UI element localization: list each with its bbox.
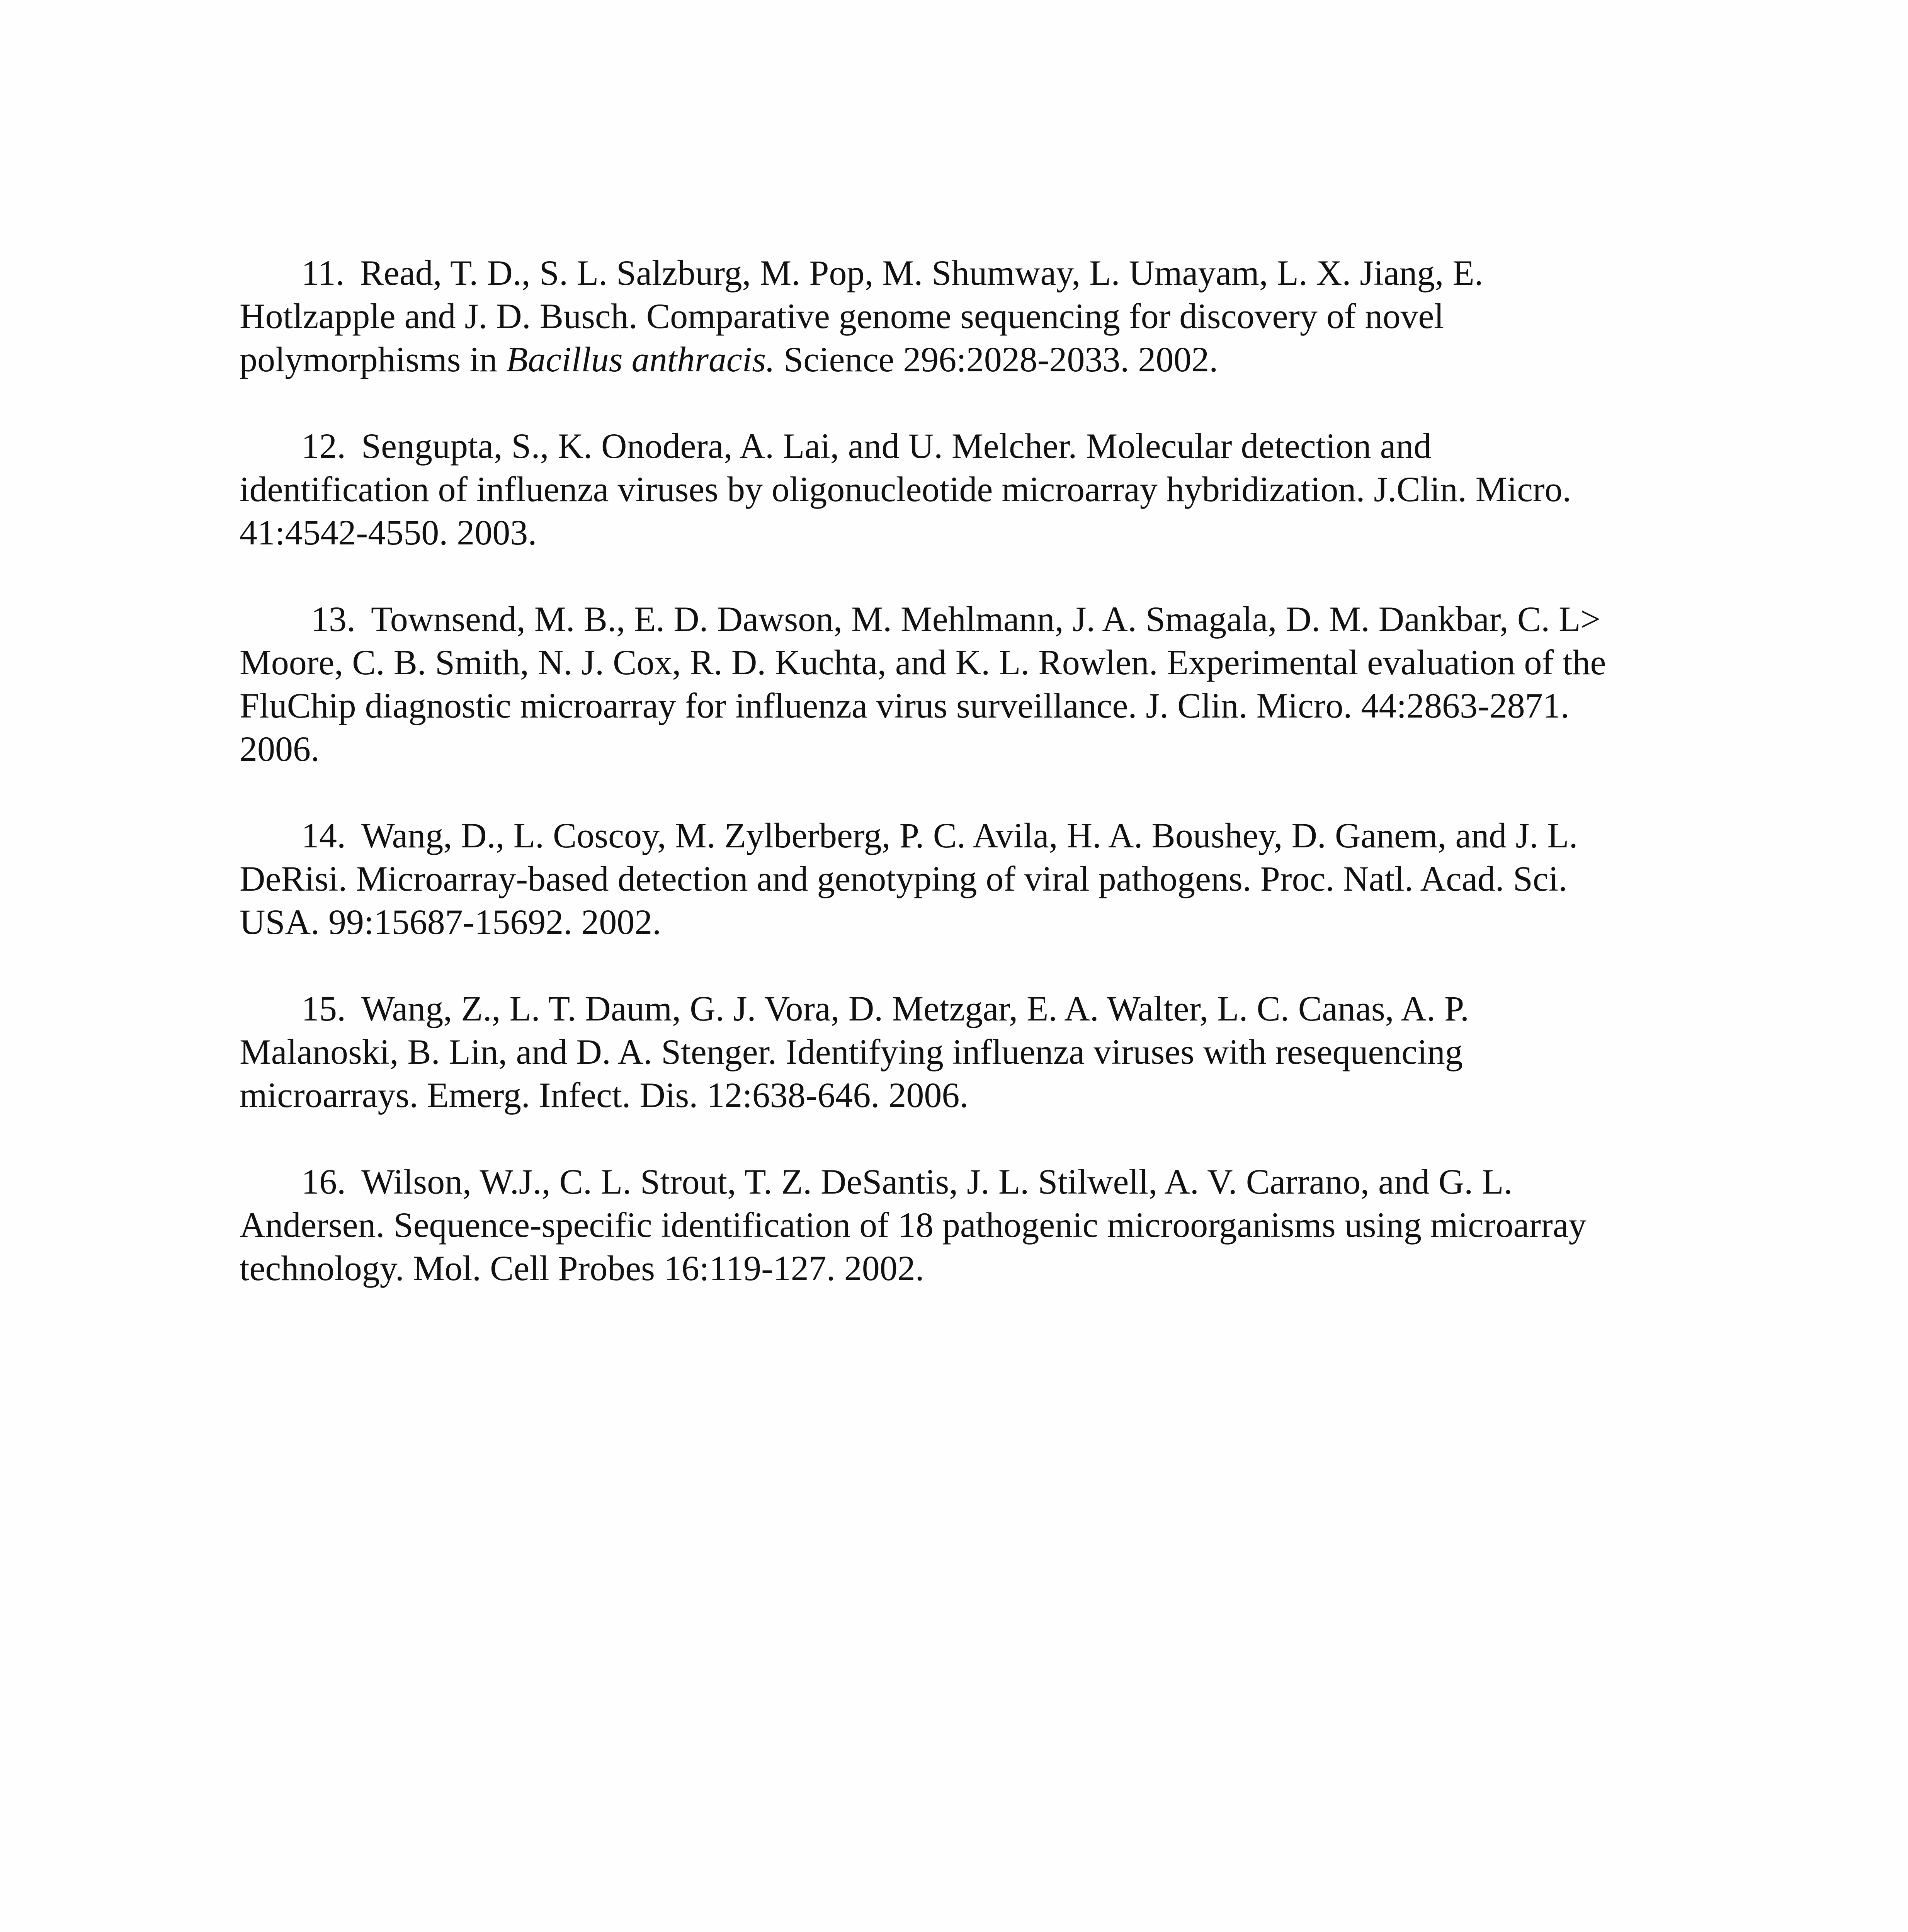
reference-line: 41:4542-4550. 2003. xyxy=(240,513,537,552)
reference-number: 14. xyxy=(301,816,346,855)
reference-line: Malanoski, B. Lin, and D. A. Stenger. Identifying influenza viruses with resequencing xyxy=(240,1032,1463,1071)
reference-list xyxy=(240,251,1685,1333)
reference-line xyxy=(240,338,1685,381)
reference-line: microarrays. Emerg. Infect. Dis. 12:638-646. 2006. xyxy=(240,1075,969,1115)
reference-text: Wang, D., L. Coscoy, M. Zylberberg, P. C. Avila, H. A. Boushey, D. Ganem, and J. L. xyxy=(361,816,1578,855)
reference-line xyxy=(240,814,1685,857)
reference-text: Townsend, M. B., E. D. Dawson, M. Mehlmann, J. A. Smagala, D. M. Dankbar, C. L> xyxy=(371,599,1601,639)
reference-line xyxy=(240,424,1685,468)
reference-number: 11. xyxy=(301,253,345,293)
reference-text: polymorphisms in xyxy=(240,340,507,379)
reference-text: Wilson, W.J., C. L. Strout, T. Z. DeSantis, J. L. Stilwell, A. V. Carrano, and G. L. xyxy=(361,1162,1513,1201)
reference-line: 2006. xyxy=(240,729,320,769)
reference-line: Moore, C. B. Smith, N. J. Cox, R. D. Kuchta, and K. L. Rowlen. Experimental evaluation of the xyxy=(240,643,1606,682)
reference-15 xyxy=(240,987,1685,1117)
reference-text: Wang, Z., L. T. Daum, G. J. Vora, D. Metzgar, E. A. Walter, L. C. Canas, A. P. xyxy=(361,989,1469,1028)
reference-line xyxy=(240,597,1685,641)
reference-line xyxy=(240,251,1685,294)
reference-line: Andersen. Sequence-specific identification of 18 pathogenic microorganisms using microarray xyxy=(240,1205,1587,1245)
reference-line: FluChip diagnostic microarray for influenza virus surveillance. J. Clin. Micro. 44:2863-2871. xyxy=(240,686,1570,725)
reference-16 xyxy=(240,1160,1685,1290)
reference-line: technology. Mol. Cell Probes 16:119-127. 2002. xyxy=(240,1248,924,1288)
reference-text: Sengupta, S., K. Onodera, A. Lai, and U. Melcher. Molecular detection and xyxy=(361,426,1432,466)
reference-number: 13. xyxy=(311,599,355,639)
reference-line: Hotlzapple and J. D. Busch. Comparative genome sequencing for discovery of novel xyxy=(240,296,1444,336)
reference-text: Science 296:2028-2033. 2002. xyxy=(775,340,1218,379)
reference-13 xyxy=(240,597,1685,770)
reference-14 xyxy=(240,814,1685,944)
reference-line xyxy=(240,1160,1685,1203)
reference-line: identification of influenza viruses by oligonucleotide microarray hybridization. J.Clin. Micro. xyxy=(240,469,1571,509)
reference-text: Read, T. D., S. L. Salzburg, M. Pop, M. Shumway, L. Umayam, L. X. Jiang, E. xyxy=(360,253,1483,293)
reference-number: 15. xyxy=(301,989,346,1028)
reference-line: USA. 99:15687-15692. 2002. xyxy=(240,902,662,942)
reference-line xyxy=(240,987,1685,1030)
reference-number: 12. xyxy=(301,426,346,466)
reference-12 xyxy=(240,424,1685,554)
reference-11 xyxy=(240,251,1685,381)
species-name: Bacillus anthracis. xyxy=(506,340,775,379)
reference-line: DeRisi. Microarray-based detection and genotyping of viral pathogens. Proc. Natl. Acad. Sci. xyxy=(240,859,1568,898)
reference-number: 16. xyxy=(301,1162,346,1201)
